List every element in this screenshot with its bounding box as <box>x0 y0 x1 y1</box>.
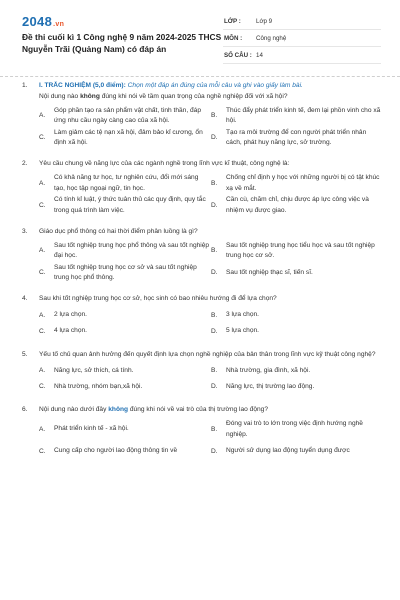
info-row-subject <box>223 30 381 47</box>
option-c[interactable]: C. 4 lựa chọn. <box>39 327 88 335</box>
question-4 <box>22 294 384 340</box>
question-stem: I. TRẮC NGHIỆM (5,0 điểm): Chọn một đáp án đúng của mỗi câu và ghi vào giấy làm bài. Nội dung nào không đúng khi nói về tầm quan trọng của nghề nghiệp đối với xã hội? <box>39 82 303 100</box>
option-a[interactable]: A. 2 lựa chọn. <box>39 311 88 319</box>
question-number: 2. <box>22 160 28 167</box>
option-d[interactable]: D. Tạo ra môi trường để con người phát triển nhân cách, phát huy năng lực, sở trường. <box>211 128 367 146</box>
question-number: 3. <box>22 227 28 235</box>
option-a[interactable]: A. Có khả năng tư học, tư nghiên cứu, đổi mới sáng tạo, học tập ngoại ngữ, tin học. <box>39 174 199 192</box>
info-label: LỚP : <box>224 18 241 25</box>
site-logo[interactable]: 2048.vn <box>22 14 65 29</box>
info-value: Công nghệ <box>256 35 287 42</box>
option-d[interactable]: D. Năng lực, thị trường lao động. <box>211 382 315 390</box>
section-instruction: Chọn một đáp án đúng của mỗi câu và ghi vào giấy làm bài. <box>127 82 303 89</box>
answer-options <box>39 105 384 149</box>
question-2 <box>22 159 384 217</box>
option-c[interactable]: C. Có tính kỉ luật, ý thức tuân thủ các quy định, quy tắc trong quá trình làm việc. <box>39 196 206 214</box>
section-title: I. TRẮC NGHIỆM (5,0 điểm): <box>39 82 126 89</box>
exam-info-panel <box>223 13 381 64</box>
emphasis-text: không <box>108 406 129 413</box>
option-a[interactable]: A. Năng lực, sở thích, cá tính. <box>39 366 134 374</box>
option-b[interactable]: B. 3 lựa chọn. <box>211 311 260 319</box>
question-number: 1. <box>22 82 28 89</box>
header-divider <box>0 76 400 78</box>
info-value: Lớp 9 <box>256 18 273 25</box>
question-5 <box>22 350 384 396</box>
info-label: MÔN : <box>224 35 243 42</box>
option-b[interactable]: B. Sau tốt nghiệp trung học tiểu học và sau tốt nghiệp trung học cơ sở. <box>211 241 375 259</box>
option-d[interactable]: D. 5 lựa chọn. <box>211 327 260 335</box>
question-stem: Giáo dục phổ thông có hai thời điểm phân luồng là gì? <box>39 227 198 235</box>
option-a[interactable]: A. Sau tốt nghiệp trung học phổ thông và sau tốt nghiệp đại học. <box>39 241 210 259</box>
question-number: 4. <box>22 295 28 302</box>
option-d[interactable]: D. Sau tốt nghiệp thạc sĩ, tiến sĩ. <box>211 268 313 276</box>
emphasis-text: không <box>80 92 100 100</box>
bottom-fade <box>0 570 400 600</box>
page-header <box>0 0 400 68</box>
option-b[interactable]: B. Nhà trường, gia đình, xã hội. <box>211 366 311 374</box>
answer-options <box>39 419 384 463</box>
info-row-class <box>223 13 381 30</box>
option-c[interactable]: C. Cung cấp cho người lao động thông tin về <box>39 447 178 455</box>
question-1 <box>22 81 384 149</box>
question-number: 5. <box>22 350 28 358</box>
option-b[interactable]: B. Đóng vai trò to lớn trong việc định hướng nghề nghiệp. <box>211 420 363 438</box>
option-d[interactable]: D. Người sử dụng lao động tuyển dụng được <box>211 447 350 455</box>
answer-options <box>39 240 384 284</box>
info-value: 14 <box>256 52 263 59</box>
question-list <box>22 81 384 473</box>
option-a[interactable]: A. Góp phần tạo ra sản phẩm vật chất, tinh thần, đáp ứng nhu cầu ngày càng cao của xã hội. <box>39 106 201 124</box>
option-c[interactable]: C. Nhà trường, nhóm bạn,xã hội. <box>39 382 143 390</box>
exam-title: Đề thi cuối kì 1 Công nghệ 9 năm 2024-2025 THCS Nguyễn Trãi (Quảng Nam) có đáp án <box>22 32 222 54</box>
option-c[interactable]: C. Sau tốt nghiệp trung học cơ sở và sau tốt nghiệp trung học phổ thông. <box>39 263 197 281</box>
info-row-question-count <box>223 47 381 64</box>
answer-options <box>39 308 384 340</box>
info-label: SỐ CÂU : <box>224 52 252 59</box>
option-d[interactable]: D. Cần cù, chăm chỉ, chịu được áp lực công việc và nhiệm vụ được giao. <box>211 196 369 214</box>
question-3 <box>22 227 384 285</box>
question-stem: Sau khi tốt nghiệp trung học cơ sở, học sinh có bao nhiêu hướng đi để lựa chọn? <box>39 295 277 302</box>
option-a[interactable]: A. Phát triển kinh tế - xã hội. <box>39 425 129 433</box>
option-b[interactable]: B. Chống chỉ định y học với những người bị có tật khúc xạ về mắt. <box>211 174 380 192</box>
question-number: 6. <box>22 406 28 413</box>
question-stem: Nội dung nào dưới đây không đúng khi nói về vai trò của thị trường lao động? <box>39 406 269 413</box>
question-stem: Yêu cầu chung về năng lực của các ngành nghề trong lĩnh vực kĩ thuật, công nghệ là: <box>39 160 290 167</box>
answer-options <box>39 173 384 217</box>
answer-options <box>39 363 384 395</box>
question-stem: Yếu tố chủ quan ảnh hưởng đến quyết định lựa chọn nghề nghiệp của bản thân trong lĩnh vực kỹ thuật công nghệ? <box>39 350 376 358</box>
option-c[interactable]: C. Làm giảm các tệ nạn xã hội, đảm bảo kỉ cương, ổn định xã hội. <box>39 128 203 146</box>
question-6 <box>22 405 384 463</box>
option-b[interactable]: B. Thúc đẩy phát triển kinh tế, đem lại phồn vinh cho xã hội. <box>211 106 381 124</box>
